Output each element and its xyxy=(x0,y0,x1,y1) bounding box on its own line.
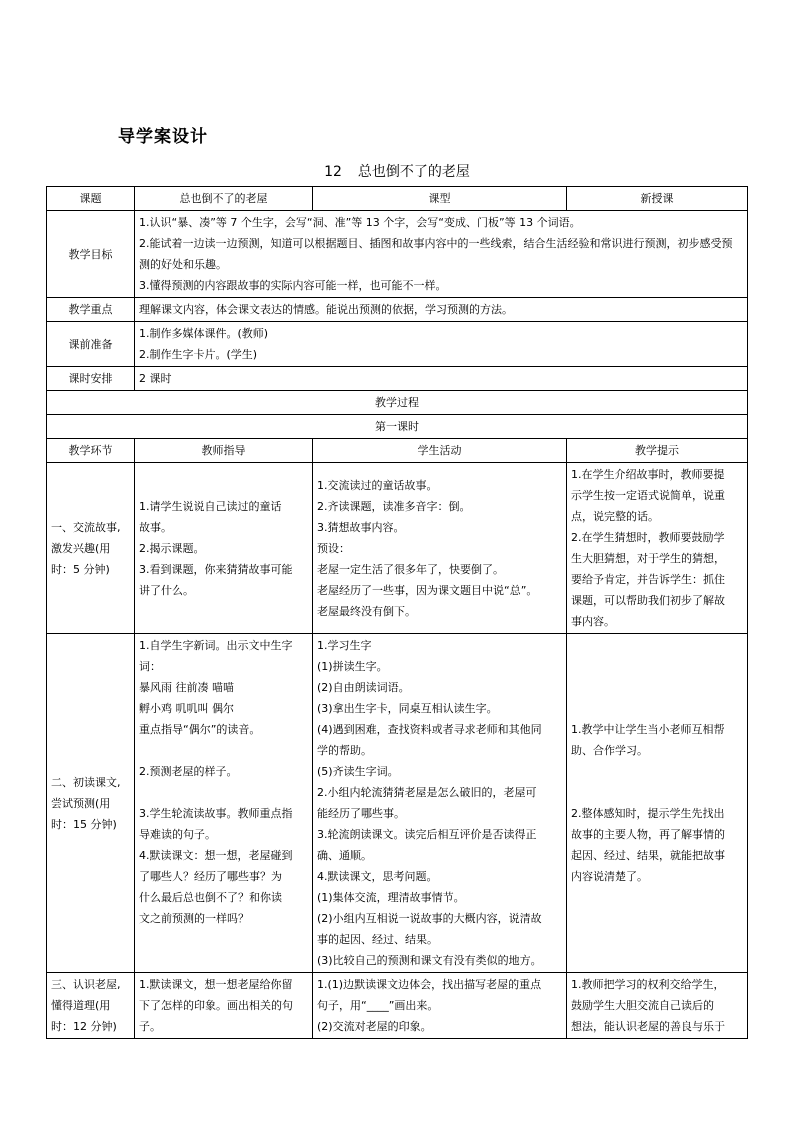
text-line: 什么最后总也倒不了？和你读 xyxy=(139,891,282,904)
text-line: 4.默读课文，思考问题。 xyxy=(317,870,438,883)
text-line: 了哪些人？经历了哪些事？为 xyxy=(139,870,282,883)
text-line: 讲了什么。 xyxy=(139,583,194,597)
text-line: 2.小组内轮流猜猜老屋是怎么破旧的，老屋可 xyxy=(317,786,537,799)
text-line: 下了怎样的印象。画出相关的句 xyxy=(139,999,293,1012)
text-line: 2.齐读课题，读准多音字：倒。 xyxy=(317,499,471,513)
lesson-number: 12 xyxy=(324,164,342,180)
text-line xyxy=(139,782,308,803)
text-line: 事的起因、经过、结果。 xyxy=(317,933,438,946)
text-line: 2.预测老屋的样子。 xyxy=(139,765,238,778)
text-line: 导难读的句子。 xyxy=(139,828,216,841)
step-row xyxy=(47,463,748,634)
step-teacher xyxy=(135,634,313,973)
text-line: 助、合作学习。 xyxy=(571,744,648,757)
text-line: 1.请学生说说自己读过的童话 xyxy=(139,499,282,513)
step-student xyxy=(313,463,567,634)
text-line: 暴风雨 往前凑 喵喵 xyxy=(139,681,234,694)
text-line: (2)自由朗读词语。 xyxy=(317,681,410,694)
text-line: 预设： xyxy=(317,541,350,555)
type-value: 新授课 xyxy=(567,187,748,211)
topic-value: 总也倒不了的老屋 xyxy=(135,187,313,211)
text-line: 孵小鸡 叽叽叫 偶尔 xyxy=(139,702,234,715)
type-label: 课型 xyxy=(313,187,567,211)
prep-label: 课前准备 xyxy=(47,322,135,367)
text-line: 时：15 分钟) xyxy=(51,817,117,831)
text-line: 懂得道理(用 xyxy=(51,999,111,1012)
text-line: 内容说清楚了。 xyxy=(571,870,648,883)
schedule-row xyxy=(47,367,748,391)
topic-row xyxy=(47,187,748,211)
text-line xyxy=(571,761,743,782)
lesson-plan-table xyxy=(46,186,748,1039)
text-line: 三、认识老屋, xyxy=(51,978,121,991)
step-stage xyxy=(47,634,135,973)
text-line: 点，说完整的话。 xyxy=(571,510,659,523)
step-teacher xyxy=(135,973,313,1039)
period-header-row xyxy=(47,415,748,439)
text-line: 生大胆猜想，对于学生的猜想， xyxy=(571,552,725,565)
text-line: 故事的主要人物，再了解事情的 xyxy=(571,828,725,841)
goal-item: 2.能试着一边读一边预测，知道可以根据题目、插图和故事内容中的一些线索，结合生活经验和常识进行预测，初步感受预测的好处和乐趣。 xyxy=(139,237,733,271)
schedule-label: 课时安排 xyxy=(47,367,135,391)
text-line: 时：12 分钟) xyxy=(51,1020,117,1033)
step-student xyxy=(313,634,567,973)
columns-header-row xyxy=(47,439,748,463)
text-line: 起因、经过、结果，就能把故事 xyxy=(571,849,725,862)
text-line: 想法，能认识老屋的善良与乐于 xyxy=(571,1020,725,1033)
text-line xyxy=(139,740,308,761)
text-line: 1.学习生字 xyxy=(317,639,372,652)
text-line: 3.猜想故事内容。 xyxy=(317,520,405,534)
text-line: 鼓励学生大胆交流自己读后的 xyxy=(571,999,714,1012)
text-line: 1.(1)边默读课文边体会，找出描写老屋的重点 xyxy=(317,978,542,991)
step-student xyxy=(313,973,567,1039)
column-header-tips: 教学提示 xyxy=(567,439,748,463)
text-line: 3.学生轮流读故事。教师重点指 xyxy=(139,807,293,820)
text-line: 激发兴趣(用 xyxy=(51,541,111,555)
period-header: 第一课时 xyxy=(47,415,748,439)
lesson-name: 总也倒不了的老屋 xyxy=(357,164,470,180)
prep-item: 2.制作生字卡片。(学生) xyxy=(139,348,258,361)
text-line: 课题，可以帮助我们初步了解故 xyxy=(571,594,725,607)
text-line: 老屋经历了一些事，因为课文题目中说“总”。 xyxy=(317,583,538,597)
focus-label: 教学重点 xyxy=(47,298,135,322)
text-line xyxy=(571,782,743,803)
prep-cell xyxy=(135,322,748,367)
text-line: 1.自学生字新词。出示文中生字 xyxy=(139,639,293,652)
text-line: 二、初读课文, xyxy=(51,775,121,789)
step-tips xyxy=(567,973,748,1039)
text-line: 老屋一定生活了很多年了，快要倒了。 xyxy=(317,562,504,576)
text-line: (5)齐读生字词。 xyxy=(317,765,399,778)
goals-cell xyxy=(135,211,748,298)
text-line: 1.在学生介绍故事时，教师要提 xyxy=(571,468,725,481)
text-line: 时：5 分钟) xyxy=(51,562,110,576)
process-header: 教学过程 xyxy=(47,391,748,415)
text-line: 2.在学生猜想时，教师要鼓励学 xyxy=(571,531,725,544)
text-line: 确、通顺。 xyxy=(317,849,372,862)
text-line: (3)拿出生字卡，同桌互相认读生字。 xyxy=(317,702,498,715)
text-line: 故事。 xyxy=(139,520,172,534)
goals-label: 教学目标 xyxy=(47,211,135,298)
column-header-stage: 教学环节 xyxy=(47,439,135,463)
step-tips xyxy=(567,634,748,973)
step-stage xyxy=(47,463,135,634)
focus-row xyxy=(47,298,748,322)
text-line: 事内容。 xyxy=(571,615,615,628)
goal-item: 1.认识“暴、凑”等 7 个生字，会写“洞、准”等 13 个字，会写“变成、门板”等 13 个词语。 xyxy=(139,216,581,229)
text-line: 3.看到课题，你来猜猜故事可能 xyxy=(139,562,293,576)
step-row xyxy=(47,634,748,973)
process-header-row xyxy=(47,391,748,415)
text-line: (2)小组内互相说一说故事的大概内容，说清故 xyxy=(317,912,542,925)
text-line: 子。 xyxy=(139,1020,161,1033)
step-row xyxy=(47,973,748,1039)
text-line: (3)比较自己的预测和课文有没有类似的地方。 xyxy=(317,954,542,967)
lesson-title xyxy=(0,161,794,181)
text-line: (1)拼读生字。 xyxy=(317,660,388,673)
text-line: 1.教学中让学生当小老师互相帮 xyxy=(571,723,725,736)
step-teacher xyxy=(135,463,313,634)
prep-row xyxy=(47,322,748,367)
text-line: 2.整体感知时，提示学生先找出 xyxy=(571,807,725,820)
text-line: 一、交流故事, xyxy=(51,520,121,534)
text-line: 尝试预测(用 xyxy=(51,796,111,810)
text-line: 1.交流读过的童话故事。 xyxy=(317,478,438,492)
text-line: 2.揭示课题。 xyxy=(139,541,205,555)
text-line: 能经历了哪些事。 xyxy=(317,807,405,820)
text-line: 1.教师把学习的权利交给学生， xyxy=(571,978,725,991)
text-line: 示学生按一定语式说简单，说重 xyxy=(571,489,725,502)
topic-label: 课题 xyxy=(47,187,135,211)
text-line: 3.轮流朗读课文。读完后相互评价是否读得正 xyxy=(317,828,537,841)
text-line: 句子，用“____”画出来。 xyxy=(317,999,439,1012)
text-line: 词： xyxy=(139,660,161,673)
text-line: 文之前预测的一样吗？ xyxy=(139,912,249,925)
column-header-teacher: 教师指导 xyxy=(135,439,313,463)
text-line: (2)交流对老屋的印象。 xyxy=(317,1020,432,1033)
schedule-value: 2 课时 xyxy=(135,367,748,391)
text-line: 要给予肯定，并告诉学生：抓住 xyxy=(571,573,725,586)
prep-item: 1.制作多媒体课件。(教师) xyxy=(139,327,269,340)
text-line: 老屋最终没有倒下。 xyxy=(317,604,416,618)
text-line: 学的帮助。 xyxy=(317,744,372,757)
focus-value: 理解课文内容，体会课文表达的情感。能说出预测的依据，学习预测的方法。 xyxy=(135,298,748,322)
goals-row xyxy=(47,211,748,298)
text-line: (4)遇到困难，查找资料或者寻求老师和其他同 xyxy=(317,723,542,736)
step-tips xyxy=(567,463,748,634)
text-line: 1.默读课文，想一想老屋给你留 xyxy=(139,978,293,991)
page-heading: 导学案设计 xyxy=(118,127,208,147)
text-line: 重点指导“偶尔”的读音。 xyxy=(139,723,261,736)
column-header-student: 学生活动 xyxy=(313,439,567,463)
step-stage xyxy=(47,973,135,1039)
text-line: 4.默读课文：想一想，老屋碰到 xyxy=(139,849,293,862)
goal-item: 3.懂得预测的内容跟故事的实际内容可能一样，也可能不一样。 xyxy=(139,279,447,292)
text-line: (1)集体交流，理清故事情节。 xyxy=(317,891,465,904)
